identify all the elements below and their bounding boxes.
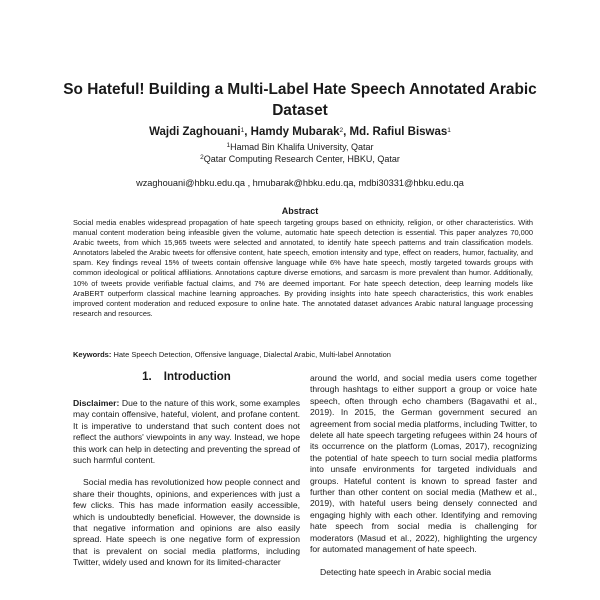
- affiliation-text: Hamad Bin Khalifa University, Qatar: [230, 142, 374, 152]
- affiliation-mark: 1: [226, 142, 231, 149]
- author-affiliation-mark: 2: [339, 127, 344, 134]
- disclaimer-label: Disclaimer:: [73, 398, 120, 408]
- section-heading: [73, 370, 300, 384]
- intro-paragraph: Social media has revolutionized how people connect and share their thoughts, opinions, and experiences with just a few clicks. This has made information easily accessible, which is undoubtedly beneficial. However, the downside is that negative information and opinions are also easily spread. Hate speech is one negative form of expression that is prevalent on social media platforms, including Twitter, widely used and known for its limited-character: [73, 477, 300, 568]
- abstract-heading: Abstract: [281, 206, 319, 216]
- left-column: [73, 370, 300, 580]
- disclaimer-paragraph: [73, 398, 300, 466]
- affiliation-line: [40, 152, 560, 165]
- right-column: [310, 373, 537, 589]
- author-name: Hamdy Mubarak: [250, 126, 340, 138]
- disclaimer-text: Due to the nature of this work, some examples may contain offensive, hateful, violent, and profane content. It is imperative to understand that such content does not reflect the authors' viewpoints in any way. Instead, we hope this work can help in detecting and preventing the spread of such harmful content.: [73, 398, 301, 466]
- section-title: Introduction: [163, 371, 231, 383]
- intro-paragraph: around the world, and social media users come together through hashtags to either support a group or voice hate speech, often through echo chambers (Bagavathi et al., 2019). In 2015, the German government secured an agreement from social media platforms, including Twitter, to delete all hate speech targeting refugees within 24 hours of its occurrence on the platform (Lomas, 2017), recognizing the potential of hate speech to turn social media platforms into unsafe environments for targeted individuals and groups. Hateful content is known to spread faster and further than other content on social media (Mathew et al., 2019), with hateful users being densely connected and engaging highly with each other. Identifying and removing hate speech from social media is challenging for moderators (Masud et al., 2022), highlighting the urgency for automated management of hate speech.: [310, 373, 537, 555]
- keywords-line: [73, 350, 533, 360]
- affiliation-mark: 2: [200, 154, 204, 161]
- author-name: Wajdi Zaghouani: [149, 126, 241, 138]
- section-number: 1.: [142, 371, 152, 383]
- intro-paragraph: Detecting hate speech in Arabic social media: [320, 566, 492, 577]
- keywords-text: Hate Speech Detection, Offensive language, Dialectal Arabic, Multi-label Annotation: [113, 350, 391, 359]
- author-list: Wajdi Zaghouani$^1$, Hamdy Mubarak$^2$, Md. Rafiul Biswas$^1$: [149, 126, 451, 138]
- paper-title: So Hateful! Building a Multi-Label Hate Speech Annotated Arabic Dataset: [63, 81, 537, 119]
- author-name: Md. Rafiul Biswas: [349, 126, 448, 138]
- author-affiliation-mark: 1: [447, 127, 451, 134]
- affiliation-text: Qatar Computing Research Center, HBKU, Qatar: [203, 154, 400, 164]
- keywords-label: Keywords:: [73, 350, 112, 359]
- abstract-text: Social media enables widespread propagation of hate speech targeting groups based on ethnicity, religion, or other characteristics. With manual content moderation being infeasible given the volume, automatic hate speech detection is essential. This paper analyzes 70,000 Arabic tweets, from which 15,965 tweets were selected and annotated, to identify hate speech patterns and train classification models. Annotators labeled the Arabic tweets for offensive content, hate speech, emotion intensity and type, effect on readers, humor, factuality, and spam. Key findings reveal 15% of tweets contain offensive language while 6% have hate speech, mostly targeted towards groups with common ideological or political affiliations. Annotations capture diverse emotions, and sarcasm is more prevalent than humor. Additionally, 10% of tweets provide verifiable factual claims, and 7% are deemed important. For hate speech detection, deep learning models like AraBERT outperform classical machine learning approaches. By providing insights into hate speech characteristics, this work enables improved content moderation and reduced exposure to online hate. The annotated dataset advances Arabic natural language processing research and resources.: [73, 218, 533, 318]
- author-affiliation-mark: 1: [240, 127, 245, 134]
- author-emails: wzaghouani@hbku.edu.qa , hmubarak@hbku.edu.qa, mdbi30331@hbku.edu.qa: [136, 178, 464, 188]
